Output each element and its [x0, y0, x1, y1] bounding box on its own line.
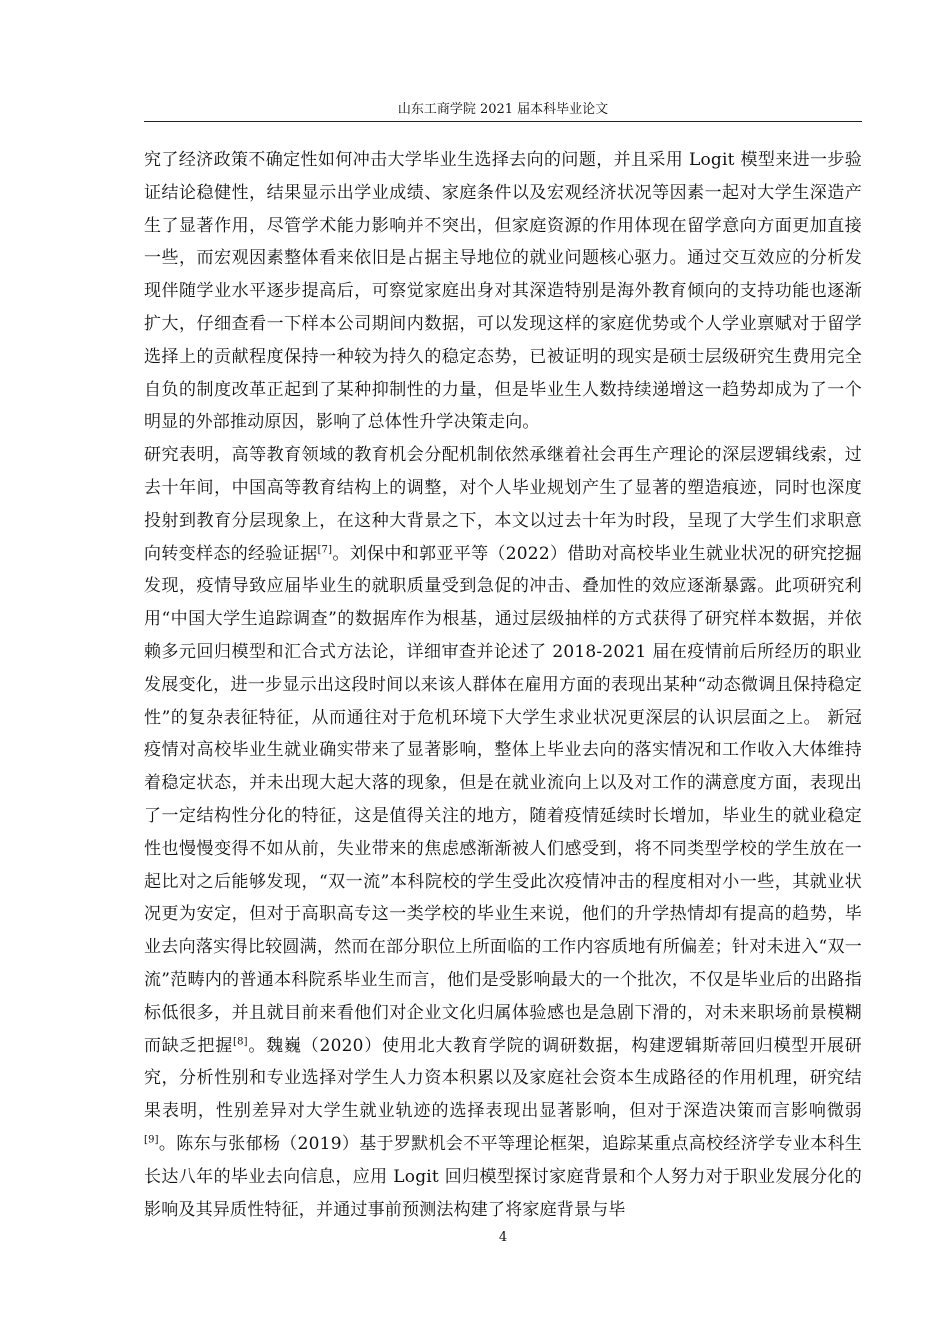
body-text — [144, 144, 862, 1226]
paragraph-1-text: 究了经济政策不确定性如何冲击大学毕业生选择去向的问题，并且采用 Logit 模型来进一步验证结论稳健性，结果显示出学业成绩、家庭条件以及宏观经济状况等因素一起对大学生深造产生了显著作用，尽管学术能力影响并不突出，但家庭资源的作用体现在留学意向方面更加直接一些，而宏观因素整体看来依旧是占据主导地位的就业问题核心驱力。通过交互效应的分析发现伴随学业水平逐步提高后，可察觉家庭出身对其深造特别是海外教育倾向的支持功能也逐渐扩大，仔细查看一下样本公司期间内数据，可以发现这样的家庭优势或个人学业禀赋对于留学选择上的贡献程度保持一种较为持久的稳定态势，已被证明的现实是硕士层级研究生费用完全自负的制度改革正起到了某种抑制性的力量，但是毕业生人数持续递增这一趋势却成为了一个明显的外部推动原因，影响了总体性升学决策走向。 — [144, 150, 862, 433]
citation-9: [9] — [144, 1134, 159, 1146]
paragraph-2-text-d: 。陈东与张郁杨（2019）基于罗默机会不平等理论框架，追踪某重点高校经济学专业本科生长达八年的毕业去向信息，应用 Logit 回归模型探讨家庭背景和个人努力对于职业发展分化的影响及其异质性特征，并通过事前预测法构建了将家庭背景与毕 — [144, 1133, 862, 1220]
running-header: 山东工商学院 2021 届本科毕业论文 — [397, 102, 609, 117]
paragraph-2-text-a: 研究表明，高等教育领域的教育机会分配机制依然承继着社会再生产理论的深层逻辑线索，过去十年间，中国高等教育结构上的调整，对个人毕业规划产生了显著的塑造痕迹，同时也深度投射到教育分层现象上，在这种大背景之下，本文以过去十年为时段，呈现了大学生们求职意向转变样态的经验证据 — [144, 445, 862, 564]
paragraph-2 — [144, 439, 862, 1226]
paragraph-1 — [144, 144, 862, 439]
paragraph-2-text-c: 。魏巍（2020）使用北大教育学院的调研数据，构建逻辑斯蒂回归模型开展研究，分析性别和专业选择对学生人力资本积累以及家庭社会资本生成路径的作用机理，研究结果表明，性别差异对大学生就业轨迹的选择表现出显著影响，但对于深造决策而言影响微弱 — [144, 1035, 862, 1122]
citation-8: [8] — [233, 1035, 248, 1047]
citation-7: [7] — [317, 543, 333, 555]
header-rule — [144, 121, 862, 122]
paragraph-2-text-b: 。刘保中和郭亚平等（2022）借助对高校毕业生就业状况的研究挖掘发现，疫情导致应届毕业生的就职质量受到急促的冲击、叠加性的效应逐渐暴露。此项研究利用“中国大学生追踪调查”的数据库作为根基，通过层级抽样的方式获得了研究样本数据，并依赖多元回归模型和汇合式方法论，详细审查并论述了 2018-2021 届在疫情前后所经历的职业发展变化，进一步显示出这段时间以来该人群体在雇用方面的表现出某种“动态微调且保持稳定性”的复杂表征特征，从而通往对于危机环境下大学生求业状况更深层的认识层面之上。 新冠疫情对高校毕业生就业确实带来了显著影响，整体上毕业去向的落实情况和工作收入大体维持着稳定状态，并未出现大起大落的现象，但是在就业流向上以及对工作的满意度方面，表现出了一定结构性分化的特征，这是值得关注的地方，随着疫情延续时长增加，毕业生的就业稳定性也慢慢变得不如从前，失业带来的焦虑感渐渐被人们感受到，将不同类型学校的学生放在一起比对之后能够发现，“双一流”本科院校的学生受此次疫情冲击的程度相对小一些，其就业状况更为安定，但对于高职高专这一类学校的毕业生来说，他们的升学热情却有提高的趋势，毕业去向落实得比较圆满，然而在部分职位上所面临的工作内容质地有所偏差；针对未进入“双一流”范畴内的普通本科院系毕业生而言，他们是受影响最大的一个批次，不仅是毕业后的出路指标低很多，并且就目前来看他们对企业文化归属体验感也是急剧下滑的，对未来职场前景模糊而缺乏把握 — [144, 543, 863, 1056]
page-number: 4 — [498, 1230, 508, 1245]
